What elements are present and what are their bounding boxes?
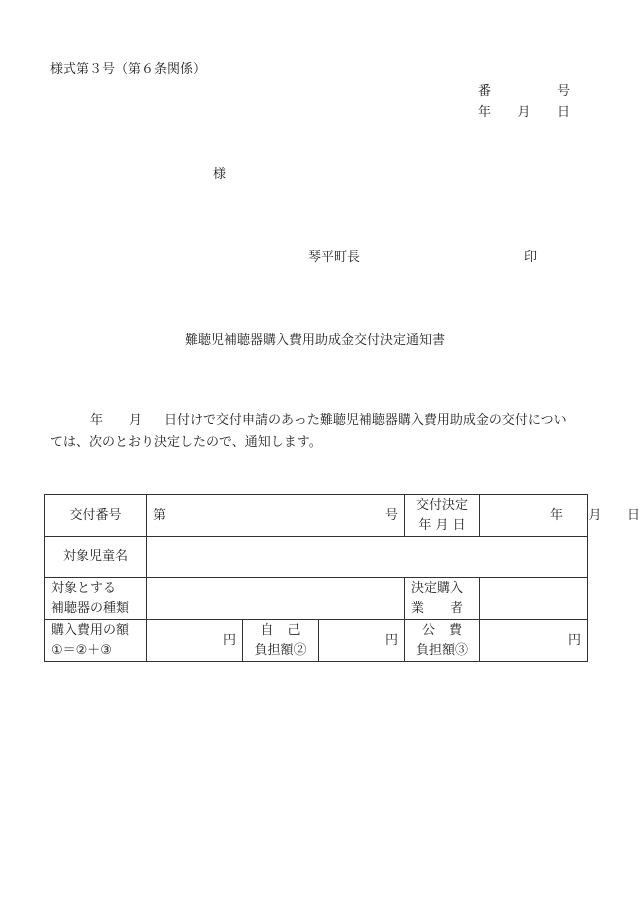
hearing-aid-type-label-line2: 補聴器の種類 [51,600,130,616]
public-burden-char: 公 [422,622,436,638]
body-year: 年 [90,413,104,428]
decision-date-label-line1: 交付決定 [416,497,469,513]
self-burden-label [243,620,319,662]
decision-date-cell [480,495,640,537]
decision-date-label [405,495,480,537]
yen-unit: 円 [385,632,399,648]
date-month: 月 [517,105,531,120]
child-name-cell [147,537,588,578]
body-month: 月 [129,413,143,428]
self-burden-cell [319,620,405,662]
self-burden-label-line2: 負担額② [254,642,307,658]
vendor-label [405,578,480,620]
vendor-cell [480,578,588,620]
number-label: 番 [478,84,492,99]
self-burden-char: 己 [287,622,301,638]
hearing-aid-type-label-line1: 対象とする [51,580,117,596]
notice-body [50,410,576,454]
cost-cell [147,620,243,662]
hearing-aid-type-label [45,578,147,620]
date-year: 年 [478,105,492,120]
table-row [45,537,588,578]
form-id: 様式第３号（第６条関係） [50,62,207,77]
public-burden-char: 費 [449,622,463,638]
grant-number-prefix: 第 [153,507,167,523]
number-suffix: 号 [556,84,570,99]
document-title: 難聴児補聴器購入費用助成金交付決定通知書 [184,333,445,348]
decision-day: 日 [627,507,640,523]
seal-mark: 印 [524,250,538,265]
hearing-aid-type-cell [147,578,405,620]
grant-number-label: 交付番号 [45,495,147,537]
vendor-label-char: 者 [450,600,464,616]
vendor-label-line1: 決定購入 [411,580,464,596]
public-burden-label-line2: 負担額③ [416,642,469,658]
yen-unit: 円 [222,632,236,648]
decision-date-label-line2: 年 月 日 [418,517,466,533]
document-number [478,80,570,99]
cost-label-line1: 購入費用の額 [51,622,130,638]
decision-year: 年 [550,507,564,523]
yen-unit: 円 [568,632,582,648]
cost-label-line2: ①＝②＋③ [51,642,112,658]
public-burden-label-line1 [422,621,462,641]
table-row [45,578,588,620]
date-day: 日 [556,105,570,120]
decision-table [44,494,640,662]
issuer-name: 琴平町長 [308,250,361,265]
self-burden-label-line1 [261,621,301,641]
vendor-label-char: 業 [411,600,425,616]
grant-number-cell [147,495,405,537]
grant-number-suffix: 号 [385,507,399,523]
body-text: 日付けで交付申請のあった難聴児補聴器購入費用助成金の交付については、次のとおり決定したので、通知します。 [50,413,567,450]
cost-label [45,620,147,662]
table-row [45,620,588,662]
public-burden-label [405,620,480,662]
vendor-label-line2 [411,599,463,619]
addressee-honorific: 様 [213,167,227,182]
self-burden-char: 自 [260,622,274,638]
child-name-label: 対象児童名 [45,537,147,578]
public-burden-cell [480,620,588,662]
table-row [45,495,588,537]
document-date [478,101,570,120]
decision-month: 月 [588,507,602,523]
